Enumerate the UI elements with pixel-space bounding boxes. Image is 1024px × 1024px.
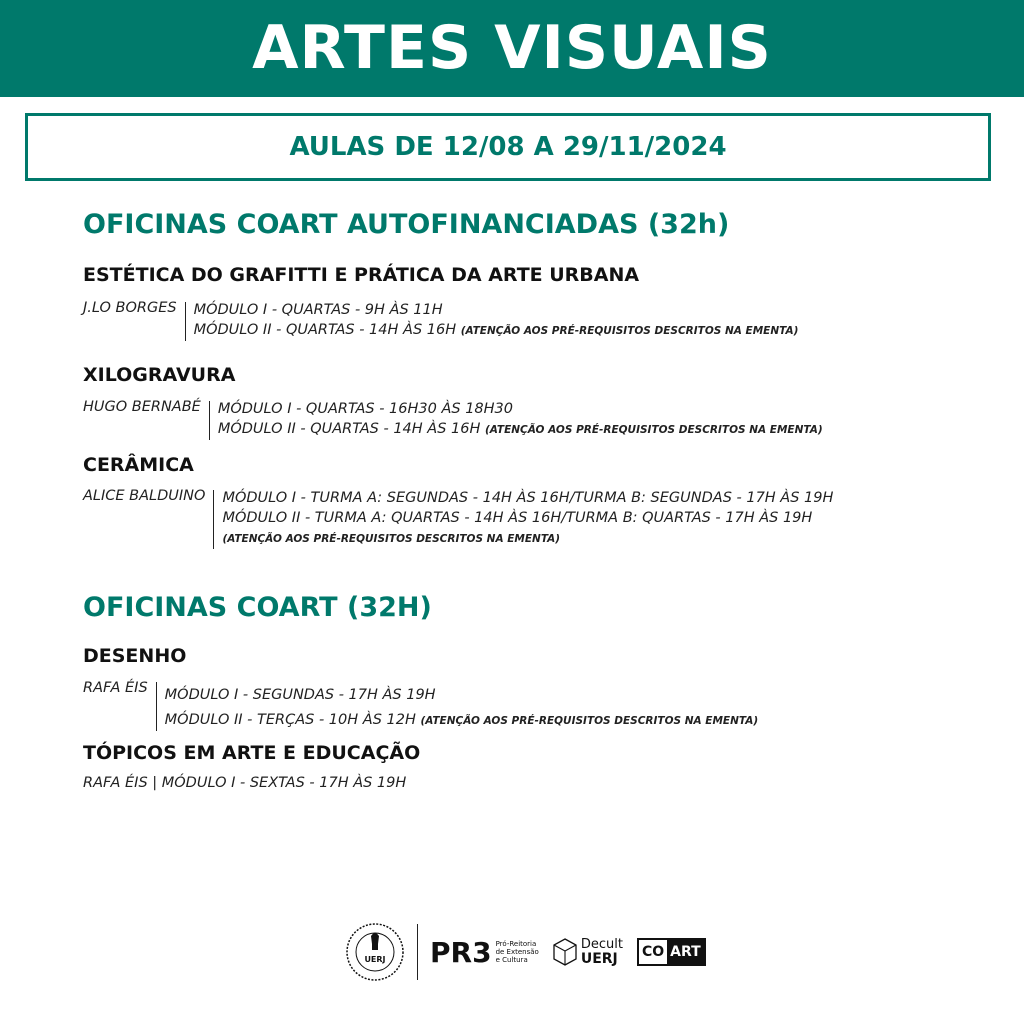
course-schedule-topicos: RAFA ÉIS | MÓDULO I - SEXTAS - 17H ÀS 19H — [83, 775, 407, 791]
seal-text: UERJ — [364, 955, 386, 964]
footer-logos — [345, 922, 706, 982]
schedule-line: MÓDULO II - TURMA A: QUARTAS - 14H ÀS 16H/TURMA B: QUARTAS - 17H ÀS 19H — [222, 510, 813, 526]
course-schedule-ceramica — [83, 488, 833, 549]
divider-line — [213, 490, 214, 549]
section-title-coart: OFICINAS COART (32H) — [83, 592, 432, 623]
title-banner — [0, 0, 1024, 97]
date-banner: AULAS DE 12/08 A 29/11/2024 — [25, 113, 991, 181]
schedule-line: MÓDULO II - QUARTAS - 14H ÀS 16H (ATENÇÃO AOS PRÉ-REQUISITOS DESCRITOS NA EMENTA) — [193, 322, 799, 338]
pr3-logo — [430, 936, 539, 969]
instructor-name: RAFA ÉIS — [83, 680, 148, 696]
divider-line — [209, 401, 210, 440]
prerequisite-note: (ATENÇÃO AOS PRÉ-REQUISITOS DESCRITOS NA EMENTA) — [222, 533, 561, 545]
section-title-autofinanciadas: OFICINAS COART AUTOFINANCIADAS (32h) — [83, 209, 730, 240]
instructor-name: J.LO BORGES — [83, 300, 177, 316]
course-schedule-grafitti — [83, 300, 798, 341]
course-schedule-desenho — [83, 680, 758, 731]
course-title-grafitti: ESTÉTICA DO GRAFITTI E PRÁTICA DA ARTE URBANA — [83, 264, 640, 286]
divider-line — [156, 682, 157, 731]
divider-line — [185, 302, 186, 341]
coart-left-text: CO — [641, 944, 665, 960]
course-schedule-xilogravura — [83, 399, 823, 440]
schedule-line: MÓDULO II - TERÇAS - 10H ÀS 12H (ATENÇÃO AOS PRÉ-REQUISITOS DESCRITOS NA EMENTA) — [164, 712, 759, 728]
prerequisite-note: (ATENÇÃO AOS PRÉ-REQUISITOS DESCRITOS NA EMENTA) — [484, 424, 823, 436]
pr3-mark: PR3 — [430, 935, 492, 969]
instructor-name: HUGO BERNABÉ — [83, 399, 201, 415]
coart-logo — [637, 938, 706, 966]
decult-logo — [553, 937, 623, 967]
pr3-subtitle: Pró-Reitoria de Extensão e Cultura — [495, 940, 539, 964]
schedule-line: MÓDULO II - QUARTAS - 14H ÀS 16H (ATENÇÃO AOS PRÉ-REQUISITOS DESCRITOS NA EMENTA) — [217, 421, 823, 437]
schedule-line: MÓDULO I - QUARTAS - 9H ÀS 11H — [193, 302, 443, 318]
schedule-line: MÓDULO I - TURMA A: SEGUNDAS - 14H ÀS 16H/TURMA B: SEGUNDAS - 17H ÀS 19H — [222, 490, 834, 506]
schedule-line: MÓDULO I - QUARTAS - 16H30 ÀS 18H30 — [217, 401, 513, 417]
course-title-xilogravura: XILOGRAVURA — [83, 364, 236, 386]
course-title-desenho: DESENHO — [83, 645, 187, 667]
prerequisite-note: (ATENÇÃO AOS PRÉ-REQUISITOS DESCRITOS NA EMENTA) — [460, 325, 799, 337]
hexagon-cube-icon — [553, 938, 577, 966]
footer-divider — [417, 924, 418, 980]
decult-label: Decult — [580, 937, 623, 952]
schedule-line: MÓDULO I - SEGUNDAS - 17H ÀS 19H — [164, 687, 436, 703]
schedule-line — [222, 528, 833, 549]
course-title-topicos: TÓPICOS EM ARTE E EDUCAÇÃO — [83, 742, 421, 764]
prerequisite-note: (ATENÇÃO AOS PRÉ-REQUISITOS DESCRITOS NA EMENTA) — [420, 715, 759, 727]
decult-uerj-label: UERJ — [580, 951, 618, 967]
course-title-ceramica: CERÂMICA — [83, 454, 194, 476]
page-title: ARTES VISUAIS — [252, 13, 772, 83]
uerj-seal-logo — [345, 922, 405, 982]
instructor-name: ALICE BALDUINO — [83, 488, 206, 504]
coart-right-text: ART — [667, 940, 704, 964]
